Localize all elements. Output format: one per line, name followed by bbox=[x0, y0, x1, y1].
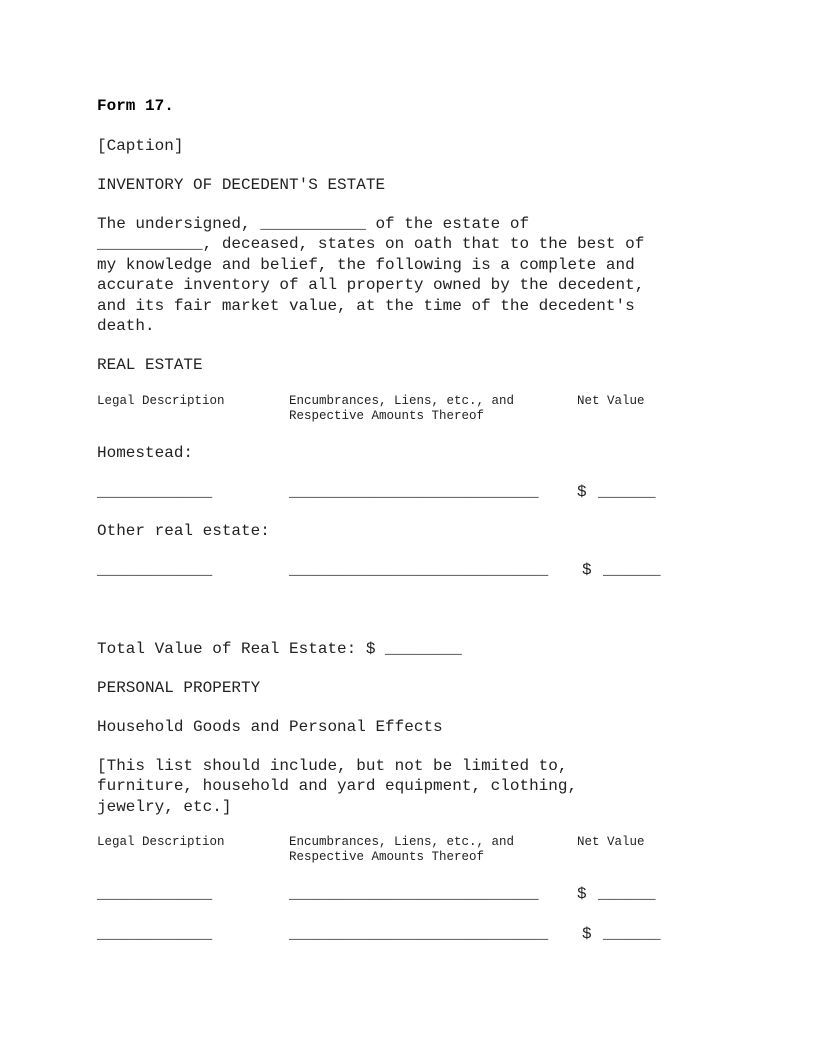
column-header-net-value: Net Value bbox=[577, 835, 645, 849]
column-header-encumbrances-line2: Respective Amounts Thereof bbox=[289, 850, 485, 864]
encumbrances-blank[interactable]: __________________________ bbox=[289, 885, 539, 903]
intro-line: my knowledge and belief, the following is a complete and bbox=[97, 256, 635, 274]
section-title: REAL ESTATE bbox=[97, 356, 203, 374]
intro-line: ___________, deceased, states on oath that to the best of bbox=[97, 235, 645, 253]
intro-line: death. bbox=[97, 317, 155, 335]
form-title: Form 17. bbox=[97, 97, 174, 115]
encumbrances-blank[interactable]: ___________________________ bbox=[289, 561, 549, 579]
column-header-encumbrances-line2: Respective Amounts Thereof bbox=[289, 409, 485, 423]
other-real-estate-label: Other real estate: bbox=[97, 522, 270, 540]
subsection-title: Household Goods and Personal Effects bbox=[97, 718, 443, 736]
encumbrances-blank[interactable]: __________________________ bbox=[289, 483, 539, 501]
encumbrances-blank[interactable]: ___________________________ bbox=[289, 925, 549, 943]
currency-sign: $ bbox=[577, 483, 587, 501]
currency-sign: $ bbox=[582, 561, 592, 579]
intro-line: The undersigned, ___________ of the estate of bbox=[97, 215, 530, 233]
column-header-encumbrances: Encumbrances, Liens, etc., and bbox=[289, 394, 515, 408]
description-blank[interactable]: ____________ bbox=[97, 483, 213, 501]
net-value-blank[interactable]: ______ bbox=[603, 561, 661, 579]
caption-placeholder: [Caption] bbox=[97, 137, 184, 155]
net-value-blank[interactable]: ______ bbox=[603, 925, 661, 943]
currency-sign: $ bbox=[582, 925, 592, 943]
note-line: furniture, household and yard equipment, clothing, bbox=[97, 777, 578, 795]
homestead-label: Homestead: bbox=[97, 444, 194, 462]
description-blank[interactable]: ____________ bbox=[97, 885, 213, 903]
column-header-legal-description: Legal Description bbox=[97, 835, 225, 849]
currency-sign: $ bbox=[577, 885, 587, 903]
column-header-encumbrances: Encumbrances, Liens, etc., and bbox=[289, 835, 515, 849]
intro-line: and its fair market value, at the time of the decedent's bbox=[97, 297, 635, 315]
description-blank[interactable]: ____________ bbox=[97, 925, 213, 943]
total-real-estate-line: Total Value of Real Estate: $ ________ bbox=[97, 640, 462, 658]
note-line: [This list should include, but not be limited to, bbox=[97, 757, 568, 775]
net-value-blank[interactable]: ______ bbox=[598, 885, 656, 903]
intro-line: accurate inventory of all property owned by the decedent, bbox=[97, 276, 645, 294]
description-blank[interactable]: ____________ bbox=[97, 561, 213, 579]
note-line: jewelry, etc.] bbox=[97, 798, 232, 816]
column-header-legal-description: Legal Description bbox=[97, 394, 225, 408]
net-value-blank[interactable]: ______ bbox=[598, 483, 656, 501]
column-header-net-value: Net Value bbox=[577, 394, 645, 408]
document-heading: INVENTORY OF DECEDENT'S ESTATE bbox=[97, 176, 386, 194]
section-title: PERSONAL PROPERTY bbox=[97, 679, 261, 697]
